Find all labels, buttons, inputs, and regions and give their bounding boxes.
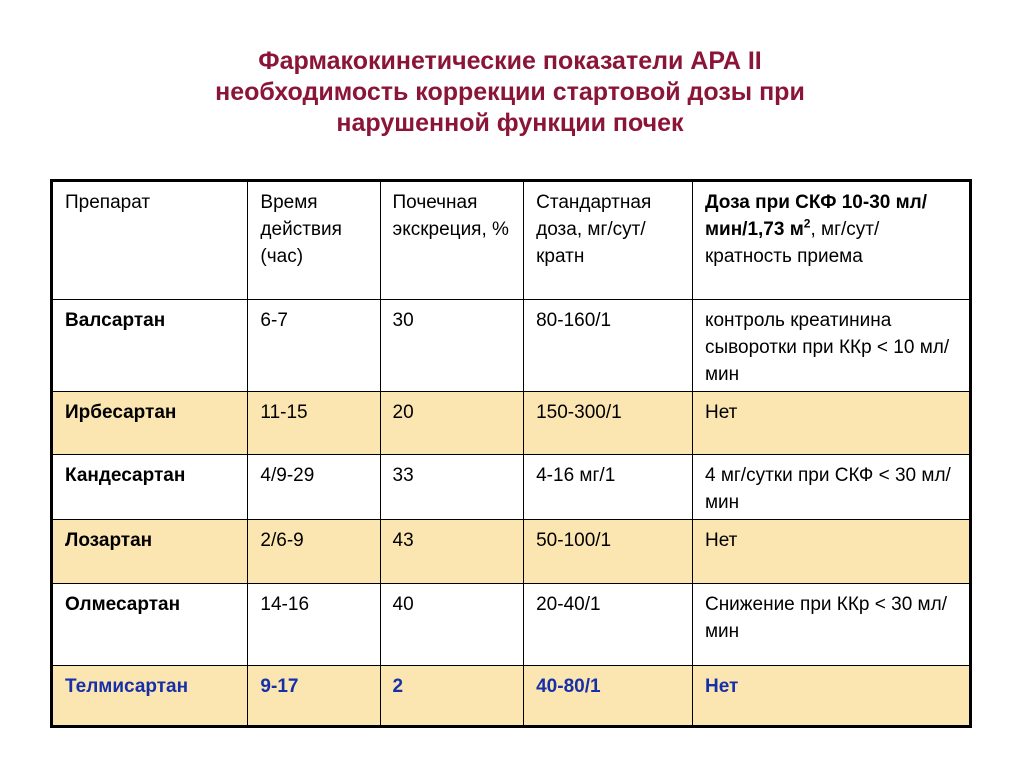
cell-dose: 20-40/1 (524, 584, 693, 666)
cell-dose: 4-16 мг/1 (524, 455, 693, 520)
pharmacokinetics-table (50, 179, 972, 728)
cell-gfr-dose: Нет (692, 520, 970, 584)
header-renal-excretion: Почечная экскреция, % (380, 181, 524, 300)
header-standard-dose-unit: , мг/сут/кратн (536, 219, 646, 267)
table-row (52, 392, 971, 455)
cell-gfr-dose: Нет (692, 392, 970, 455)
cell-duration: 4/9-29 (248, 455, 380, 520)
title-line-1: Фармакокинетические показатели АРА II (258, 47, 762, 75)
header-gfr-dose-sup: 2 (803, 216, 811, 231)
header-standard-dose (524, 181, 693, 300)
header-standard-dose-bold: Стандартная доза (536, 192, 652, 240)
cell-duration: 9-17 (248, 666, 380, 727)
cell-drug: Олмесартан (52, 584, 248, 666)
table-row (52, 584, 971, 666)
header-gfr-dose (692, 181, 970, 300)
cell-duration: 6-7 (248, 300, 380, 392)
header-drug: Препарат (52, 181, 248, 300)
cell-drug: Валсартан (52, 300, 248, 392)
cell-dose: 80-160/1 (524, 300, 693, 392)
table-row (52, 520, 971, 584)
cell-drug: Лозартан (52, 520, 248, 584)
cell-gfr-dose: 4 мг/сутки при СКФ < 30 мл/мин (692, 455, 970, 520)
cell-drug: Телмисартан (52, 666, 248, 727)
title-line-2: необходимость коррекции стартовой дозы при (215, 78, 805, 106)
cell-duration: 11-15 (248, 392, 380, 455)
cell-gfr-dose: Снижение при ККр < 30 мл/мин (692, 584, 970, 666)
cell-drug: Ирбесартан (52, 392, 248, 455)
cell-excretion: 43 (380, 520, 524, 584)
cell-excretion: 30 (380, 300, 524, 392)
title-line-3: нарушенной функции почек (336, 109, 684, 137)
header-gfr-dose-unit: , мг/сут/кратность приема (704, 219, 880, 267)
table-row (52, 455, 971, 520)
cell-dose: 150-300/1 (524, 392, 693, 455)
cell-gfr-dose: контроль креатинина сыворотки при ККр < 10 мл/мин (692, 300, 970, 392)
table-row (52, 666, 971, 727)
cell-excretion: 2 (380, 666, 524, 727)
cell-excretion: 33 (380, 455, 524, 520)
header-gfr-dose-bold: Доза при СКФ 10-30 мл/мин/1,73 м (704, 192, 928, 240)
slide-title (100, 46, 920, 139)
cell-duration: 2/6-9 (248, 520, 380, 584)
table-header-row (52, 181, 971, 300)
cell-gfr-dose: Нет (692, 666, 970, 727)
cell-excretion: 40 (380, 584, 524, 666)
table-row (52, 300, 971, 392)
cell-excretion: 20 (380, 392, 524, 455)
cell-dose: 40-80/1 (524, 666, 693, 727)
header-duration: Время действия (час) (248, 181, 380, 300)
cell-drug: Кандесартан (52, 455, 248, 520)
cell-duration: 14-16 (248, 584, 380, 666)
cell-dose: 50-100/1 (524, 520, 693, 584)
